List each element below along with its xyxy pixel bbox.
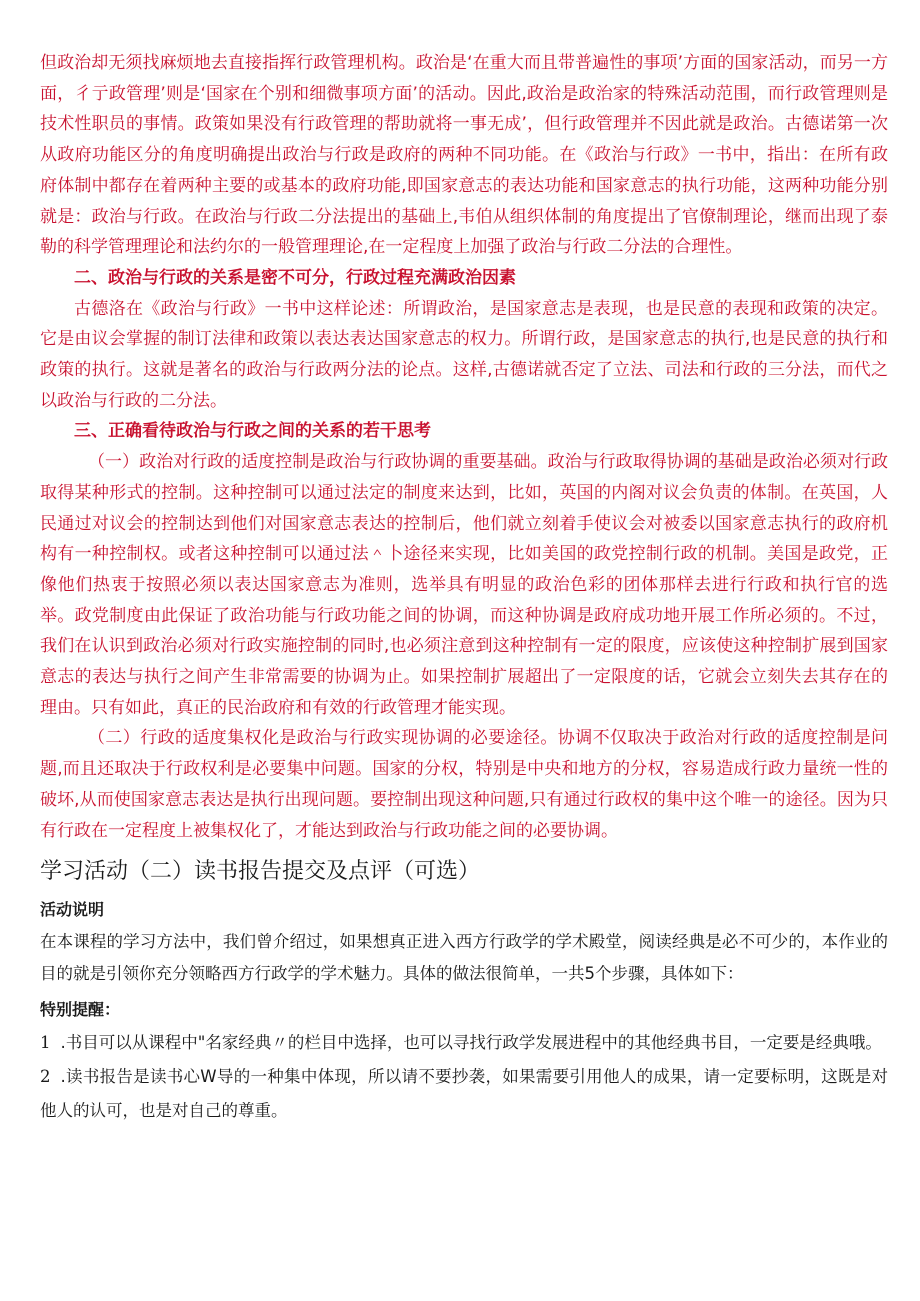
item-text: .读书报告是读书心W导的一种集中体现，所以请不要抄袭，如果需要引用他人的成果，请一定要标明，这既是对他人的认可，也是对自己的尊重。 [40,1067,888,1121]
heading-section-two: 二、政治与行政的关系是密不可分，行政过程充满政治因素 [74,267,516,288]
activity-description-text: 在本课程的学习方法中，我们曾介绍过，如果想真正进入西方行政学的学术殿堂，阅读经典是必不可少的，本作业的目的就是引领你充分领略西方行政学的学术魅力。具体的做法很简单，一共5个步骤，具体如下： [40,932,888,984]
item-number: 2 [40,1067,51,1087]
list-item [40,1060,888,1128]
item-text: .书目可以从课程中"名家经典〃的栏目中选择，也可以寻找行政学发展进程中的其他经典书目，一定要是经典哦。 [60,1033,882,1053]
paragraph-goodnow: 古德洛在《政治与行政》一书中这样论述：所谓政治，是国家意志是表现，也是民意的表现和政策的决定。它是由议会掌握的制订法律和政策以表达表达国家意志的权力。所谓行政，是国家意志的执行,也是民意的执行和政策的执行。这就是著名的政治与行政两分法的论点。这样,古德诺就否定了立法、司法和行政的三分法，而代之以政治与行政的二分法。 [40,298,888,411]
paragraph-politics-administration: 但政治却无须找麻烦地去直接指挥行政管理机构。政治是‘在重大而且带普遍性的事项’方面的国家活动，而另一方面，彳亍政管理’则是‘国家在个别和细微事项方面’的活动。因此,政治是政治家的特殊活动范围，而行政管理则是技术性职员的事情。政策如果没有行政管理的帮助就将一事无成’，但行政管理并不因此就是政治。古德诺第一次从政府功能区分的角度明确提出政治与行政是政府的两种不同功能。在《政治与行政》一书中，指出：在所有政府体制中都存在着两种主要的或基本的政府功能,即国家意志的表达功能和国家意志的执行功能，这两种功能分别就是：政治与行政。在政治与行政二分法提出的基础上,韦伯从组织体制的角度提出了官僚制理论，继而出现了泰勒的科学管理理论和法约尔的一般管理理论,在一定程度上加强了政治与行政二分法的合理性。 [40,53,888,258]
special-reminder-label: 特别提醒： [40,1000,121,1020]
paragraph-centralization: （二）行政的适度集权化是政治与行政实现协调的必要途径。协调不仅取决于政治对行政的适度控制是问题,而且还取决于行政权利是必要集中问题。国家的分权，特别是中央和地方的分权，容易造成行政力量统一性的破坏,从而使国家意志表达是执行出现问题。要控制出现这种问题,只有通过行政权的集中这个唯一的途径。因为只有行政在一定程度上被集权化了，才能达到政治与行政功能之间的必要协调。 [40,728,888,841]
paragraph-control: （一）政治对行政的适度控制是政治与行政协调的重要基础。政治与行政取得协调的基础是政治必须对行政取得某种形式的控制。这种控制可以通过法定的制度来达到，比如，英国的内阁对议会负责的体制。在英国，人民通过对议会的控制达到他们对国家意志表达的控制后，他们就立刻着手使议会对被委以国家意志执行的政府机构有一种控制权。或者这种控制可以通过法＾卜途径来实现，比如美国的政党控制行政的机制。美国是政党，正像他们热衷于按照必须以表达国家意志为准则，选举具有明显的政治色彩的团体那样去进行行政和执行官的选举。政党制度由此保证了政治功能与行政功能之间的协调，而这种协调是政府成功地开展工作所必须的。不过，我们在认识到政治必须对行政实施控制的同时,也必须注意到这种控制有一定的限度，应该使这种控制扩展到国家意志的表达与执行之间产生非常需要的协调为止。如果控制扩展超出了一定限度的话，它就会立刻失去其存在的理由。只有如此，真正的民治政府和有效的行政管理才能实现。 [40,452,888,718]
activity-title: 学习活动（二）读书报告提交及点评（可选） [40,859,481,885]
list-item [40,1026,888,1060]
activity-section [40,852,888,1128]
document-page [40,48,888,1128]
heading-section-three: 三、正确看待政治与行政之间的关系的若干思考 [74,421,431,442]
red-text-section [40,48,888,846]
activity-description-label: 活动说明 [40,900,105,920]
item-number: 1 [40,1033,51,1053]
